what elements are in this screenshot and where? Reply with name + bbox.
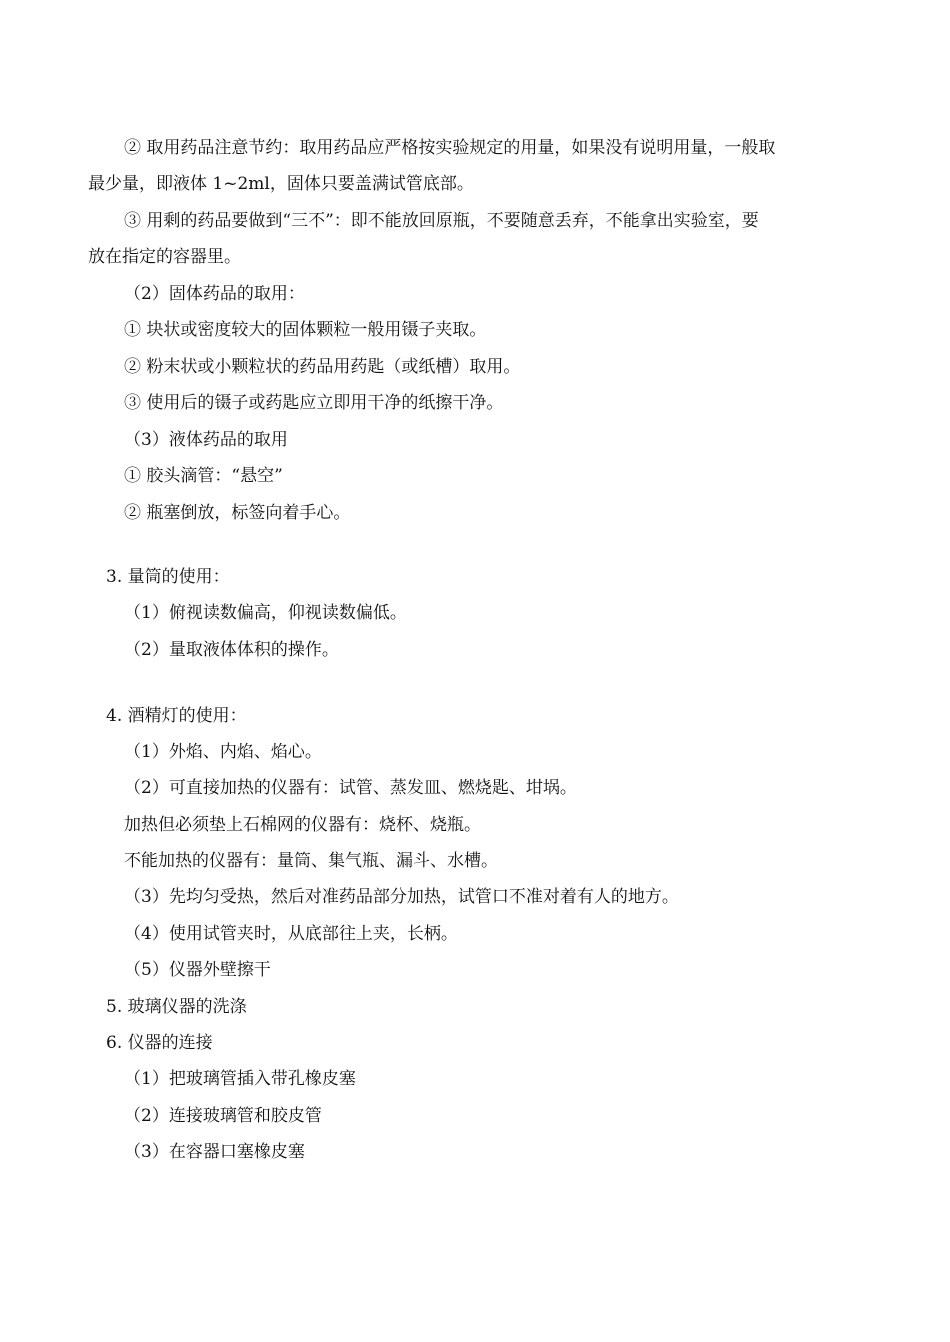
section-heading-6: 6. 仪器的连接: [106, 1033, 213, 1053]
text-line-21: （4）使用试管夹时，从底部往上夹，长柄。: [124, 924, 458, 944]
text-line-13: （1）俯视读数偏高，仰视读数偏低。: [124, 603, 407, 623]
text-line-27: （3）在容器口塞橡皮塞: [124, 1142, 305, 1162]
text-line-16: （1）外焰、内焰、焰心。: [124, 742, 322, 762]
text-line-26: （2）连接玻璃管和胶皮管: [124, 1106, 322, 1126]
text-line-14: （2）量取液体体积的操作。: [124, 640, 339, 660]
text-line-2: 最少量，即液体 1~2ml，固体只要盖满试管底部。: [88, 174, 474, 194]
text-line-17: （2）可直接加热的仪器有：试管、蒸发皿、燃烧匙、坩埚。: [124, 778, 577, 798]
text-line-5: （2）固体药品的取用：: [124, 284, 305, 304]
text-line-8: ③ 使用后的镊子或药匙应立即用干净的纸擦干净。: [124, 393, 504, 413]
text-line-11: ② 瓶塞倒放，标签向着手心。: [124, 503, 351, 523]
section-heading-4: 4. 酒精灯的使用：: [106, 706, 247, 726]
text-line-6: ① 块状或密度较大的固体颗粒一般用镊子夹取。: [124, 320, 487, 340]
text-line-3: ③ 用剩的药品要做到“三不”：即不能放回原瓶，不要随意丢弃，不能拿出实验室，要: [124, 211, 759, 231]
section-heading-3: 3. 量筒的使用：: [106, 567, 230, 587]
text-line-20: （3）先均匀受热，然后对准药品部分加热，试管口不准对着有人的地方。: [124, 887, 679, 907]
text-line-19: 不能加热的仪器有：量筒、集气瓶、漏斗、水槽。: [124, 851, 498, 871]
text-line-7: ② 粉末状或小颗粒状的药品用药匙（或纸槽）取用。: [124, 357, 521, 377]
text-line-22: （5）仪器外壁擦干: [124, 960, 271, 980]
text-line-9: （3）液体药品的取用: [124, 430, 288, 450]
text-line-10: ① 胶头滴管：“悬空”: [124, 466, 283, 486]
section-heading-5: 5. 玻璃仪器的洗涤: [106, 997, 247, 1017]
text-line-25: （1）把玻璃管插入带孔橡皮塞: [124, 1069, 356, 1089]
text-line-1: ② 取用药品注意节约：取用药品应严格按实验规定的用量，如果没有说明用量，一般取: [124, 138, 776, 158]
text-line-4: 放在指定的容器里。: [88, 247, 241, 267]
text-line-18: 加热但必须垫上石棉网的仪器有：烧杯、烧瓶。: [124, 815, 481, 835]
